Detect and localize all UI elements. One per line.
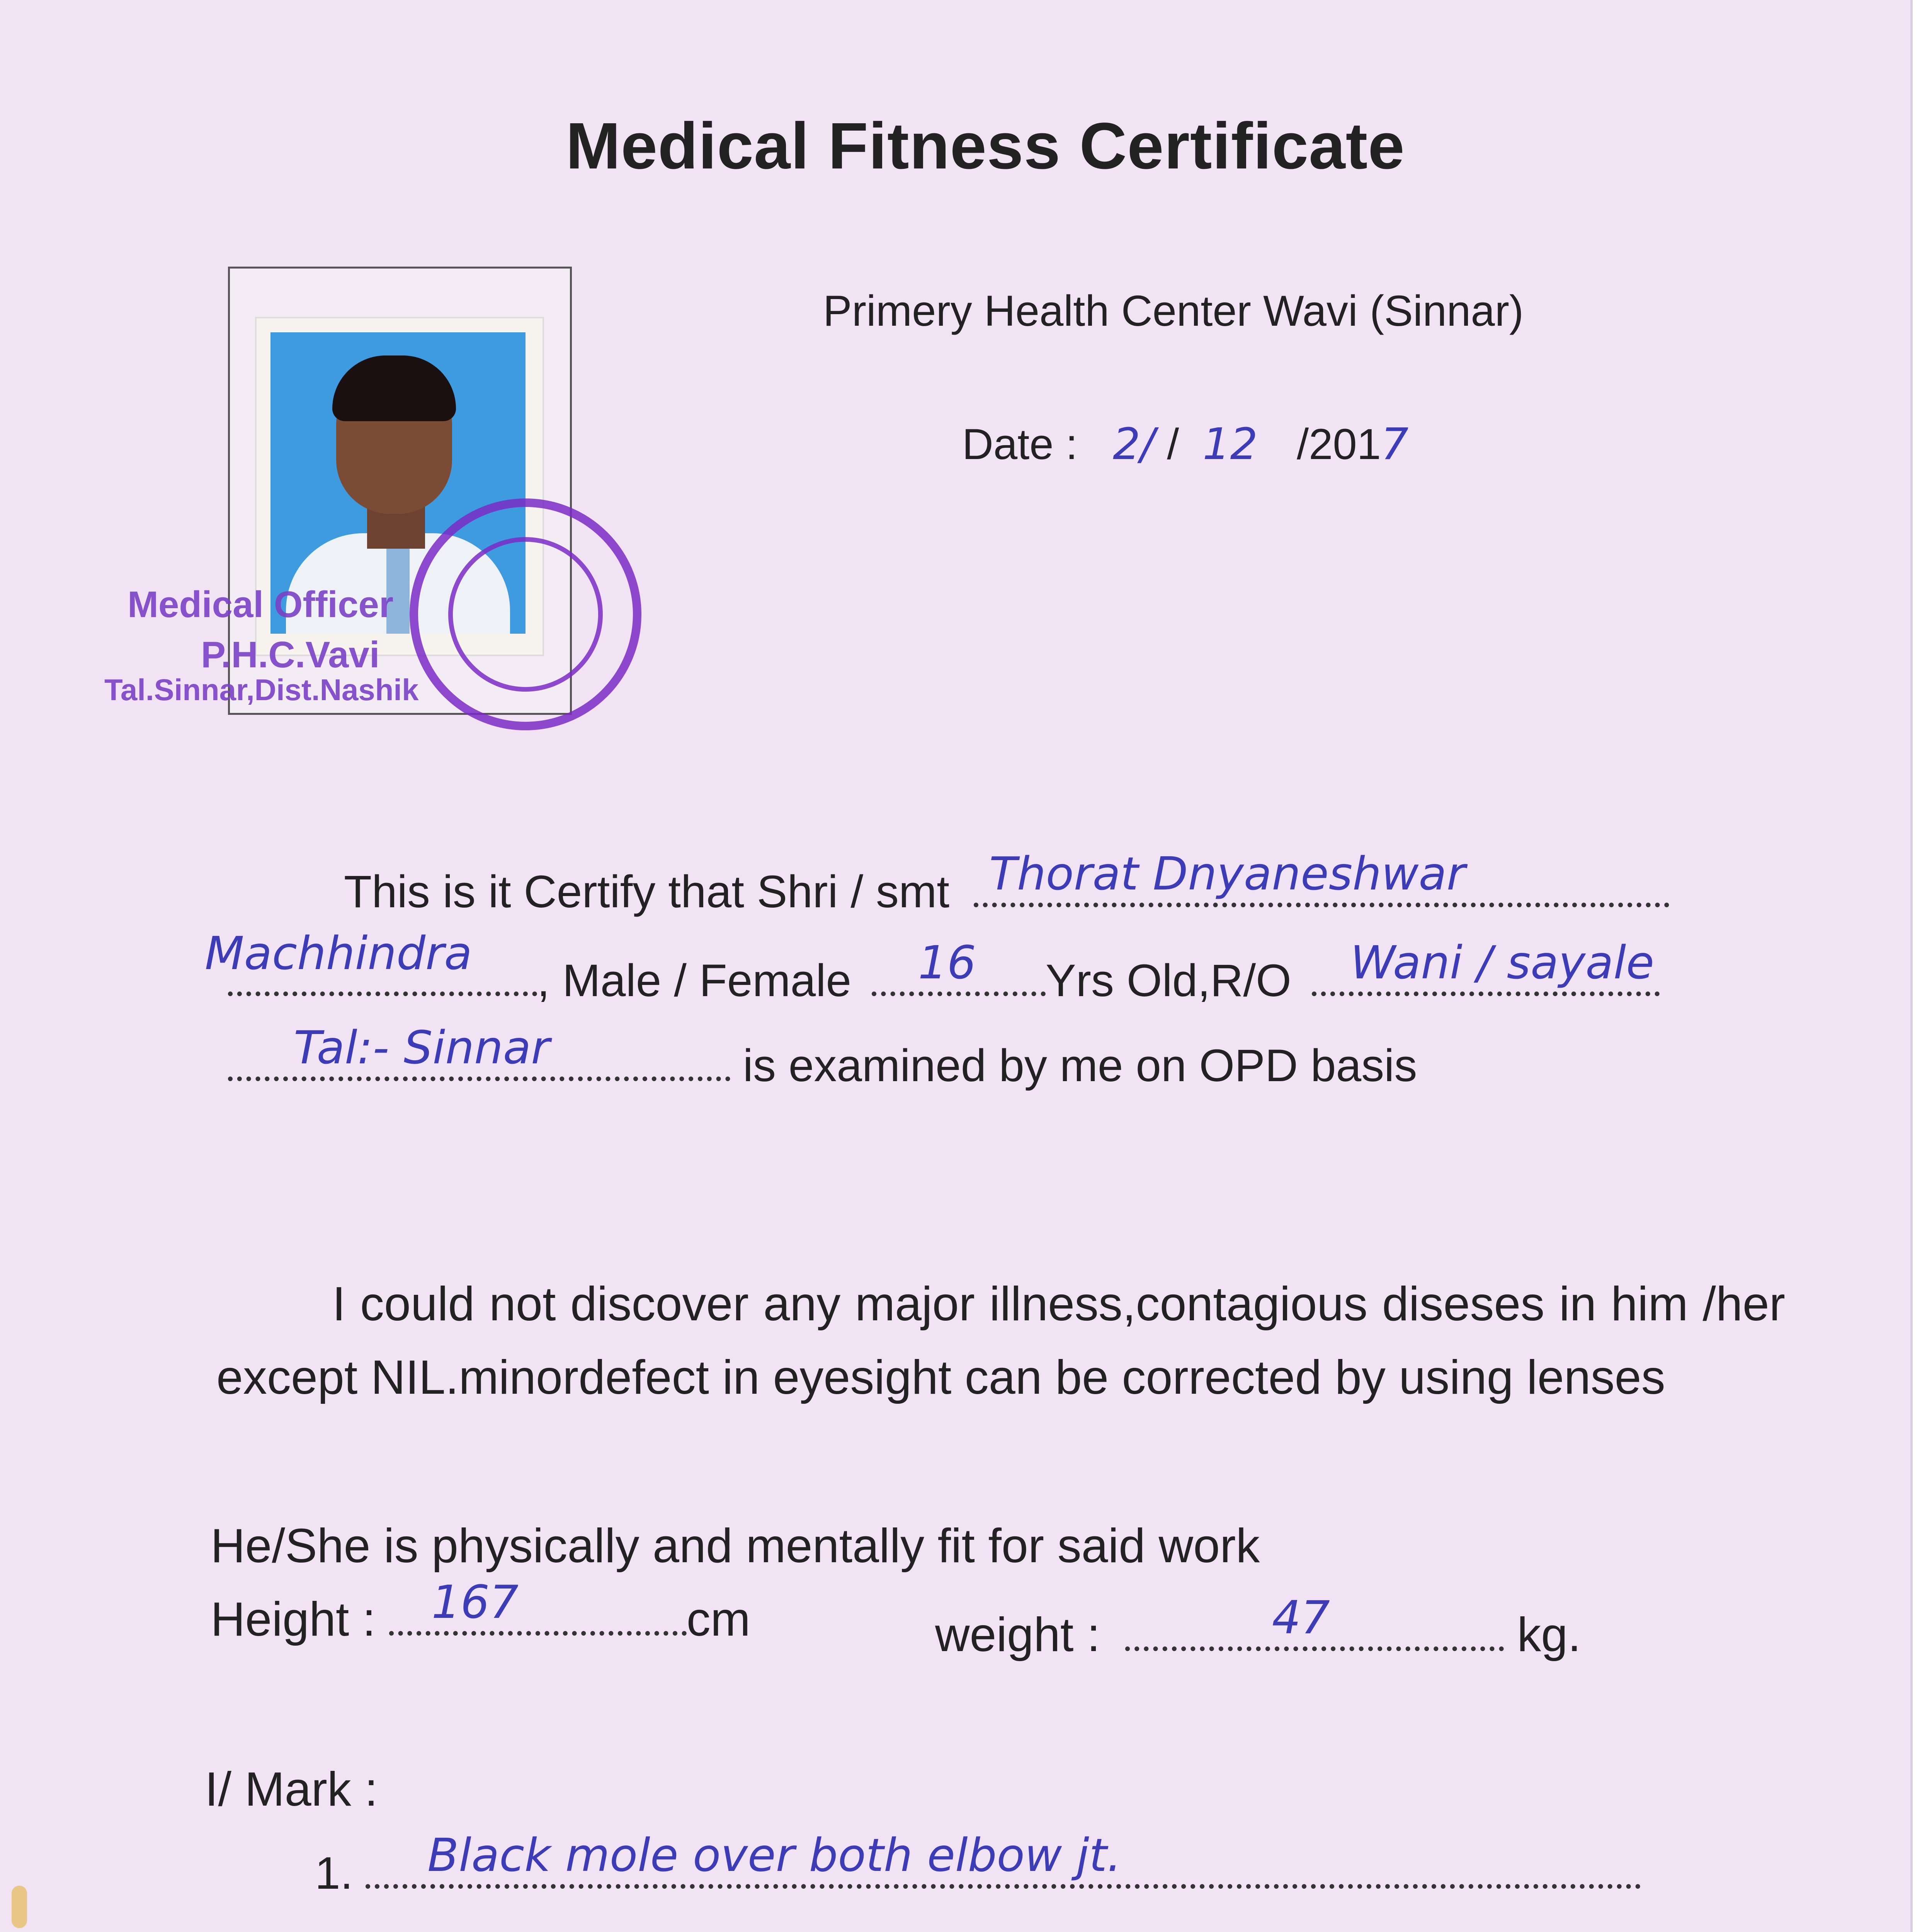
mark-1-blank [366,1828,1641,1889]
height-blank [389,1575,687,1636]
gender-text: , Male / Female [537,955,852,1006]
certify-line [344,847,1669,918]
round-seal-inner-ring [448,537,603,692]
residence-blank [1312,936,1660,996]
height-unit: cm [686,1593,751,1646]
stamp-line-3: Tal.Sinnar,Dist.Nashik [104,673,419,707]
applicant-age: 16 [918,936,976,989]
fitness-statement: He/She is physically and mentally fit for said work [211,1519,1260,1573]
weight-row [935,1591,1581,1662]
certificate-title: Medical Fitness Certificate [566,109,1405,183]
weight-value: 47 [1272,1591,1330,1644]
taluka-line [228,1021,1417,1092]
date-row: Date : 2/ / 12 /2017 [962,419,1409,469]
name-blank [974,847,1669,907]
illness-paragraph: I could not discover any major illness,contagious diseses in him /her except NIL.minordefect in eyesight can be corrected by using lenses [216,1277,1785,1404]
stamp-line-2: P.H.C.Vavi [201,634,380,675]
paper-edge [1910,0,1932,1932]
age-suffix-text: Yrs Old,R/O [1045,955,1291,1006]
gender-age-line [205,927,1660,1007]
mark-1-number: 1. [315,1848,353,1899]
weight-blank [1125,1591,1504,1651]
paper-stain [12,1886,27,1928]
applicant-taluka: Tal:- Sinnar [294,1021,550,1074]
date-sep: / [1167,420,1179,468]
certify-text: This is it Certify that Shri / smt [344,866,950,917]
date-year-suffix: 7 [1381,419,1409,469]
mark-1-row [315,1828,1641,1900]
stamp-line-1: Medical Officer [128,584,394,625]
height-row [211,1575,751,1647]
date-month: 12 [1202,419,1258,469]
age-blank [872,936,1046,996]
health-center-name: Primery Health Center Wavi (Sinnar) [823,287,1524,335]
mark-1-value: Black mole over both elbow jt. [427,1828,1122,1882]
applicant-name-last: Machhindra [205,927,472,980]
mark-label: I/ Mark : [205,1763,378,1816]
date-day: 2 [1112,419,1141,469]
applicant-name-first: Thorat Dnyaneshwar [989,847,1466,900]
surname-blank [205,927,537,996]
date-label: Date : [962,420,1078,468]
height-label: Height : [211,1593,376,1646]
weight-label: weight : [935,1608,1100,1662]
photo-hair [332,355,456,421]
height-value: 167 [431,1575,519,1629]
examined-text: is examined by me on OPD basis [743,1040,1417,1091]
date-year-prefix: /201 [1296,420,1381,468]
applicant-residence: Wani / sayale [1350,936,1654,989]
taluka-blank [228,1021,730,1081]
weight-unit: kg. [1517,1608,1581,1662]
